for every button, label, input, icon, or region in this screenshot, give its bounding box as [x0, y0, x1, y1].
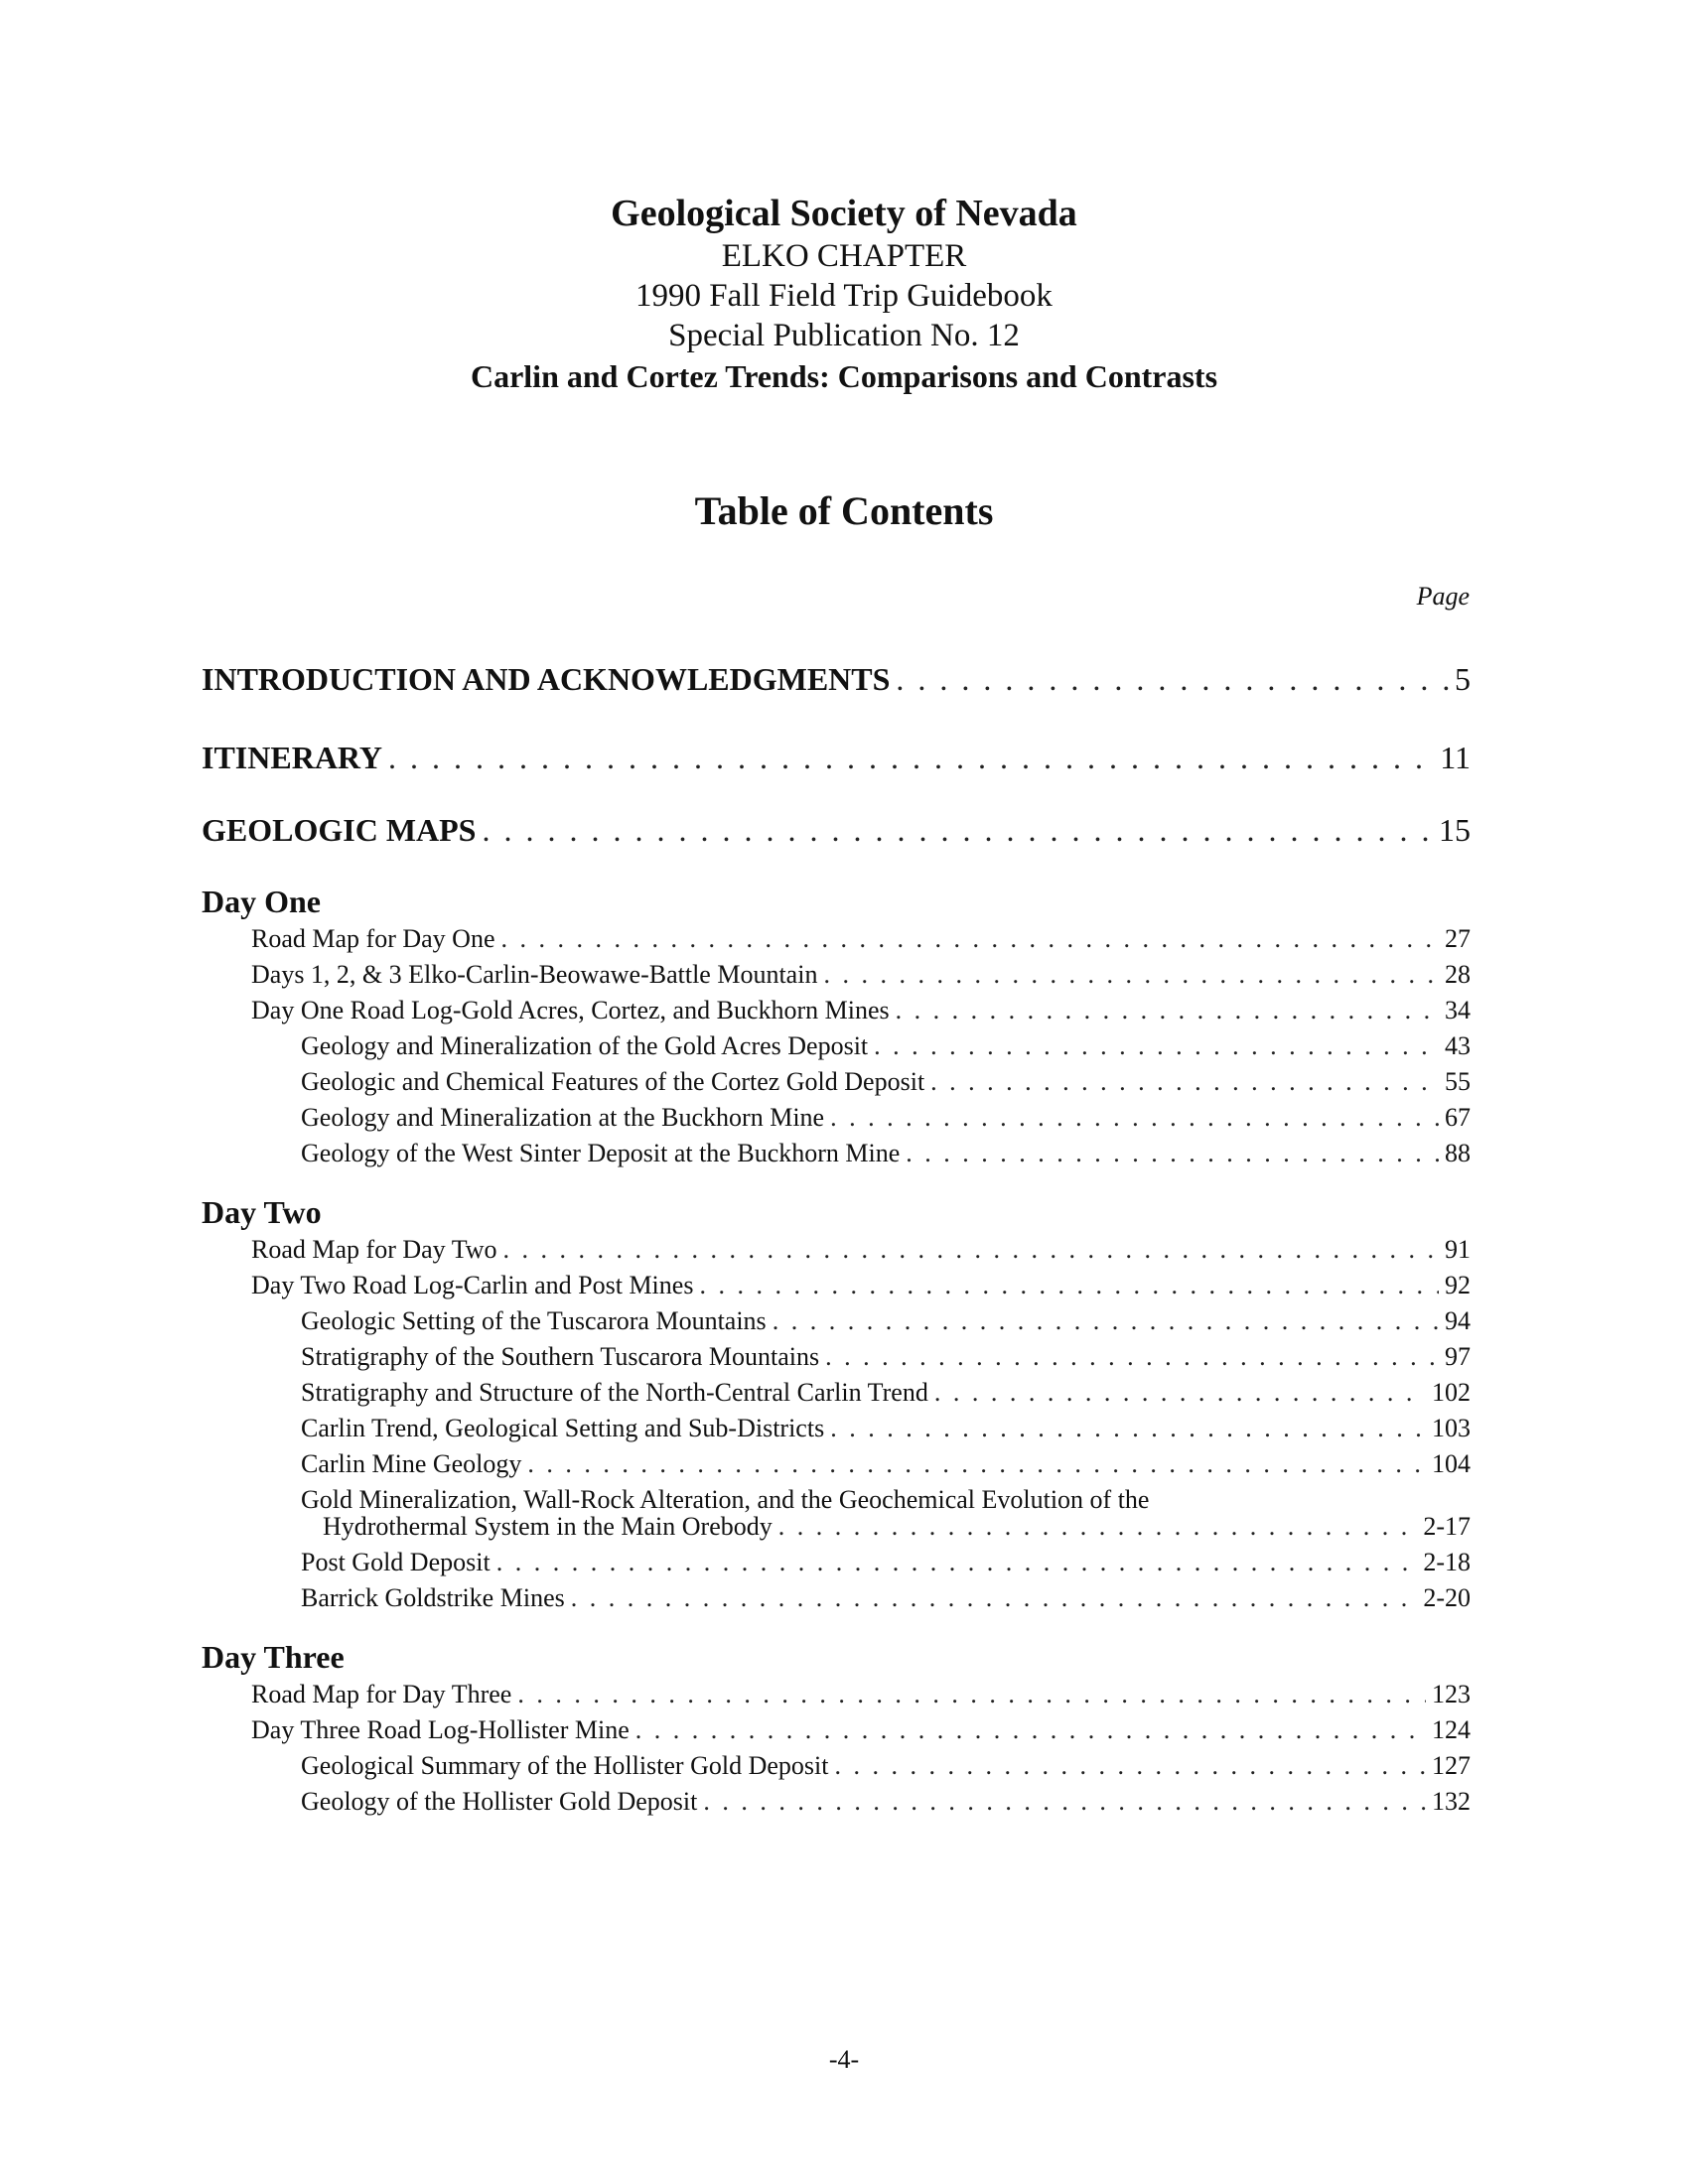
toc-entry-title: Days 1, 2, & 3 Elko-Carlin-Beowawe-Battle Mountain	[251, 960, 818, 989]
toc-entry-page: 132	[1432, 1787, 1471, 1816]
toc-entry-title: Road Map for Day One	[251, 924, 495, 953]
dot-leader	[778, 1509, 1418, 1545]
section-heading-day-one: Day One	[202, 884, 321, 919]
toc-entry-title: Geology of the West Sinter Deposit at the Buckhorn Mine	[301, 1139, 901, 1167]
toc-entry-page: 88	[1445, 1139, 1471, 1167]
toc-entry-introduction[interactable]	[202, 659, 1471, 699]
toc-entry-page: 2-20	[1423, 1583, 1471, 1612]
guidebook-title: 1990 Fall Field Trip Guidebook	[635, 278, 1053, 314]
toc-entry-page: 124	[1432, 1715, 1471, 1744]
toc-entry[interactable]	[251, 957, 1471, 993]
toc-entry[interactable]	[301, 1100, 1471, 1136]
toc-entry-page: 15	[1439, 812, 1471, 848]
toc-entry-page: 127	[1432, 1751, 1471, 1780]
guidebook-subtitle: Carlin and Cortez Trends: Comparisons and Contrasts	[470, 358, 1218, 394]
dot-leader	[823, 957, 1439, 993]
section-heading-day-three: Day Three	[202, 1639, 345, 1675]
toc-entry-page: 27	[1445, 924, 1471, 953]
toc-title: Table of Contents	[694, 488, 994, 533]
toc-entry-title-line1[interactable]: Gold Mineralization, Wall-Rock Alteration, and the Geochemical Evolution of the	[301, 1485, 1150, 1514]
toc-entry-page: 67	[1445, 1103, 1471, 1132]
dot-leader	[699, 1268, 1439, 1303]
page-column-label: Page	[1416, 582, 1470, 611]
organization-name: Geological Society of Nevada	[611, 193, 1077, 234]
dot-leader	[501, 921, 1440, 957]
toc-entry[interactable]	[301, 1580, 1471, 1616]
toc-entry-page: 123	[1432, 1680, 1471, 1708]
toc-entry[interactable]	[301, 1545, 1471, 1580]
dot-leader	[934, 1375, 1426, 1411]
toc-entry[interactable]	[251, 993, 1471, 1028]
toc-entry-page: 102	[1432, 1378, 1471, 1407]
toc-entry[interactable]	[251, 921, 1471, 957]
toc-entry[interactable]	[301, 1136, 1471, 1171]
toc-entry[interactable]	[301, 1339, 1471, 1375]
dot-leader	[773, 1303, 1439, 1339]
dot-leader	[896, 659, 1449, 699]
toc-entry-title: Day Three Road Log-Hollister Mine	[251, 1715, 630, 1744]
toc-entry-page: 34	[1445, 996, 1471, 1024]
toc-entry-title: Barrick Goldstrike Mines	[301, 1583, 565, 1612]
toc-entry-title: GEOLOGIC MAPS	[202, 812, 477, 848]
dot-leader	[482, 810, 1433, 850]
toc-entry[interactable]	[251, 1268, 1471, 1303]
toc-entry-page: 92	[1445, 1271, 1471, 1299]
toc-entry[interactable]	[251, 1232, 1471, 1268]
toc-entry[interactable]	[301, 1028, 1471, 1064]
document-header	[0, 191, 1688, 397]
toc-entry-title: Geology and Mineralization at the Buckhorn Mine	[301, 1103, 825, 1132]
toc-entry-title: Geologic Setting of the Tuscarora Mountains	[301, 1306, 767, 1335]
dot-leader	[503, 1232, 1439, 1268]
toc-entry-title: Post Gold Deposit	[301, 1548, 491, 1576]
dot-leader	[571, 1580, 1418, 1616]
toc-entry-page: 28	[1445, 960, 1471, 989]
dot-leader	[517, 1677, 1426, 1712]
dot-leader	[703, 1784, 1426, 1820]
toc-entry-title: Day Two Road Log-Carlin and Post Mines	[251, 1271, 694, 1299]
toc-entry-title: Geologic and Chemical Features of the Cortez Gold Deposit	[301, 1067, 925, 1096]
toc-entry-title: Stratigraphy and Structure of the North-Central Carlin Trend	[301, 1378, 928, 1407]
toc-entry-page: 5	[1455, 661, 1471, 697]
toc-entry[interactable]	[301, 1303, 1471, 1339]
dot-leader	[906, 1136, 1439, 1171]
dot-leader	[896, 993, 1439, 1028]
toc-entry-title: Geology and Mineralization of the Gold Acres Deposit	[301, 1031, 869, 1060]
toc-entry-page: 103	[1432, 1414, 1471, 1442]
toc-entry-page: 2-18	[1423, 1548, 1471, 1576]
chapter-name: ELKO CHAPTER	[721, 238, 967, 274]
toc-entry-title: INTRODUCTION AND ACKNOWLEDGMENTS	[202, 661, 891, 697]
toc-entry-title: Road Map for Day Two	[251, 1235, 497, 1264]
toc-entry-page: 94	[1445, 1306, 1471, 1335]
toc-entry[interactable]	[251, 1712, 1471, 1748]
dot-leader	[825, 1339, 1439, 1375]
toc-entry-title: Day One Road Log-Gold Acres, Cortez, and Buckhorn Mines	[251, 996, 890, 1024]
toc-entry[interactable]	[323, 1509, 1471, 1545]
toc-entry[interactable]	[251, 1677, 1471, 1712]
toc-entry-page: 11	[1440, 740, 1471, 775]
toc-entry-title: Road Map for Day Three	[251, 1680, 512, 1708]
toc-entry-page: 104	[1432, 1449, 1471, 1478]
toc-entry-page: 2-17	[1423, 1512, 1471, 1541]
section-heading-day-two: Day Two	[202, 1194, 322, 1230]
toc-entry-page: 91	[1445, 1235, 1471, 1264]
toc-entry-page: 55	[1445, 1067, 1471, 1096]
toc-entry-geologic-maps[interactable]	[202, 810, 1471, 850]
toc-entry-page: 97	[1445, 1342, 1471, 1371]
toc-entry-title: Geological Summary of the Hollister Gold Deposit	[301, 1751, 829, 1780]
dot-leader	[830, 1100, 1439, 1136]
toc-entry[interactable]	[301, 1411, 1471, 1446]
dot-leader	[635, 1712, 1426, 1748]
dot-leader	[834, 1748, 1426, 1784]
toc-entry-title: Carlin Trend, Geological Setting and Sub-Districts	[301, 1414, 825, 1442]
dot-leader	[388, 738, 1434, 777]
toc-entry[interactable]	[301, 1375, 1471, 1411]
dot-leader	[930, 1064, 1439, 1100]
dot-leader	[830, 1411, 1426, 1446]
toc-entry[interactable]	[301, 1064, 1471, 1100]
toc-entry-itinerary[interactable]	[202, 738, 1471, 777]
page-number: -4-	[828, 2045, 860, 2074]
toc-entry[interactable]	[301, 1748, 1471, 1784]
toc-entry-title: Stratigraphy of the Southern Tuscarora Mountains	[301, 1342, 820, 1371]
toc-entry-title-line2: Hydrothermal System in the Main Orebody	[323, 1512, 773, 1541]
toc-entry[interactable]	[301, 1784, 1471, 1820]
dot-leader	[874, 1028, 1439, 1064]
toc-entry-title: Geology of the Hollister Gold Deposit	[301, 1787, 698, 1816]
dot-leader	[496, 1545, 1418, 1580]
dot-leader	[527, 1446, 1426, 1482]
toc-entry[interactable]	[301, 1446, 1471, 1482]
toc-entry-title: ITINERARY	[202, 740, 383, 775]
publication-number: Special Publication No. 12	[668, 318, 1020, 353]
toc-entry-page: 43	[1445, 1031, 1471, 1060]
toc-entry-title: Carlin Mine Geology	[301, 1449, 522, 1478]
